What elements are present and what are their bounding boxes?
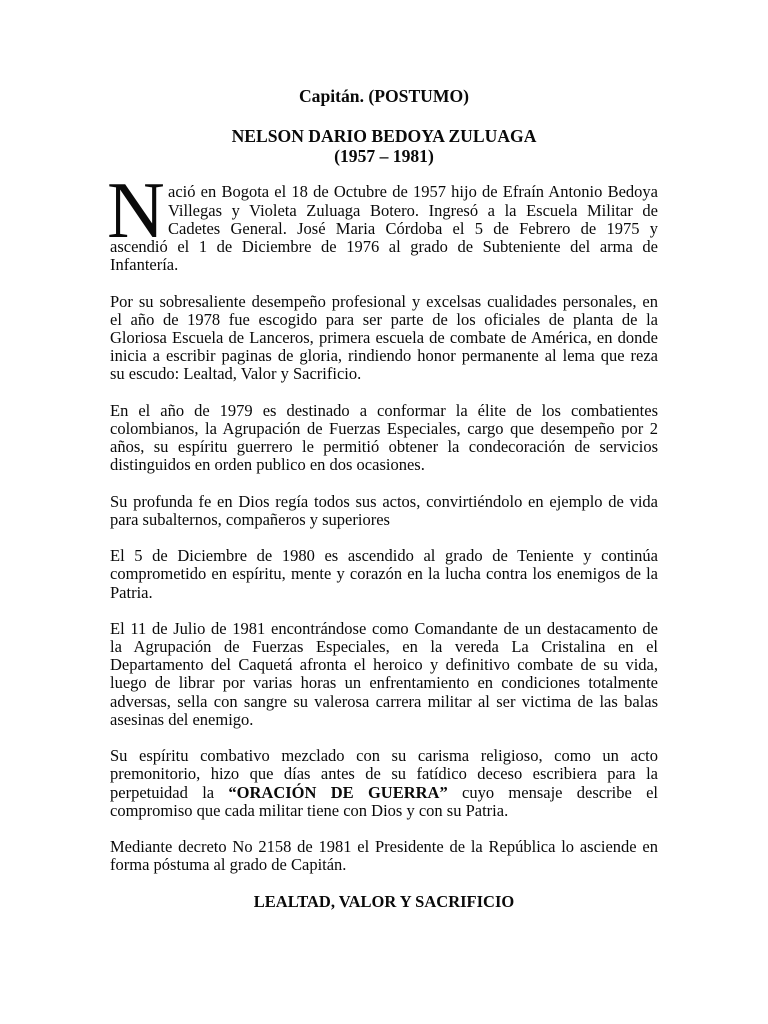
drop-cap: N (107, 167, 165, 255)
text-line: Su profunda fe en Dios regía todos sus actos, convirtiéndolo en ejemplo de vida (110, 491, 658, 511)
text-line: Su espíritu combativo mezclado con su carisma religioso, como un acto (110, 746, 658, 766)
text-line: compromiso que cada militar tiene con Dios y con su Patria. (110, 800, 509, 820)
paragraph-war-prayer (110, 747, 658, 820)
text-line: la Agrupación de Fuerzas Especiales, en la vereda La Cristalina en el (110, 637, 658, 657)
paragraph-special-forces (110, 402, 658, 475)
paragraph-lanceros (110, 293, 658, 384)
document-header (110, 87, 658, 166)
text-line: asesinas del enemigo. (110, 709, 254, 729)
paragraph-faith (110, 493, 658, 529)
text-line: Infantería. (110, 255, 179, 275)
text-line: para subalternos, compañeros y superiores (110, 509, 390, 529)
person-name: NELSON DARIO BEDOYA ZULUAGA (231, 126, 537, 146)
text-line: El 11 de Julio de 1981 encontrándose como Comandante de un destacamento de (110, 618, 658, 638)
paragraph-posthumous-promotion (110, 838, 658, 874)
text-line: distinguidos en orden publico en dos ocasiones. (110, 455, 425, 475)
text-line: Mediante decreto No 2158 de 1981 el Presidente de la República lo asciende en (110, 837, 658, 857)
text-line: Departamento del Caquetá afronta el heroico y definitivo combate de su vida, (110, 655, 658, 675)
text-line: adversas, sella con sangre su valerosa carrera militar al ser victima de las balas (110, 691, 658, 711)
text-line: Gloriosa Escuela de Lanceros, primera escuela de combate de América, en donde (110, 327, 658, 347)
text-line (110, 784, 658, 802)
text-line: luego de librar por varias horas un enfrentamiento en condiciones totalmente (110, 673, 658, 693)
text-line: Villegas y Violeta Zuluaga Botero. Ingresó a la Escuela Militar de (168, 200, 658, 220)
text-line: su escudo: Lealtad, Valor y Sacrificio. (110, 364, 362, 384)
text-line: ació en Bogota el 18 de Octubre de 1957 hijo de Efraín Antonio Bedoya (168, 182, 658, 202)
text-line: El 5 de Diciembre de 1980 es ascendido al grado de Teniente y continúa (110, 546, 658, 566)
text-line: Cadetes General. José Maria Córdoba el 5 de Febrero de 1975 y (168, 218, 658, 238)
paragraph-final-combat (110, 620, 658, 729)
document-body (110, 183, 658, 911)
text-line: En el año de 1979 es destinado a conformar la élite de los combatientes (110, 400, 658, 420)
paragraph-promotion-teniente (110, 547, 658, 602)
prayer-title-emphasis: “ORACIÓN DE GUERRA” (228, 782, 448, 802)
text-line: colombianos, la Agrupación de Fuerzas Especiales, cargo que desempeño por 2 (110, 418, 658, 438)
text-line: inicia a escribir paginas de gloria, rindiendo honor permanente al lema que reza (110, 346, 658, 366)
text-line: forma póstuma al grado de Capitán. (110, 855, 347, 875)
closing-motto: LEALTAD, VALOR Y SACRIFICIO (253, 891, 515, 911)
page-title: Capitán. (POSTUMO) (298, 86, 470, 106)
text-line: Patria. (110, 582, 153, 602)
text-segment: perpetuidad la (110, 782, 229, 802)
text-line: el año de 1978 fue escogido para ser parte de los oficiales de planta de la (110, 309, 658, 329)
text-segment: cuyo mensaje describe el (447, 782, 658, 802)
text-line: comprometido en espíritu, mente y corazón en la lucha contra los enemigos de la (110, 564, 658, 584)
text-line: premonitorio, hizo que días antes de su fatídico deceso escribiera para la (110, 764, 658, 784)
paragraph-birth (110, 183, 658, 274)
text-line: años, su espíritu guerrero le permitió obtener la condecoración de servicios (110, 437, 658, 457)
life-years: (1957 – 1981) (334, 145, 434, 166)
text-line: ascendió el 1 de Diciembre de 1976 al grado de Subteniente del arma de (110, 236, 658, 256)
text-line: Por su sobresaliente desempeño profesional y excelsas cualidades personales, en (110, 291, 658, 311)
